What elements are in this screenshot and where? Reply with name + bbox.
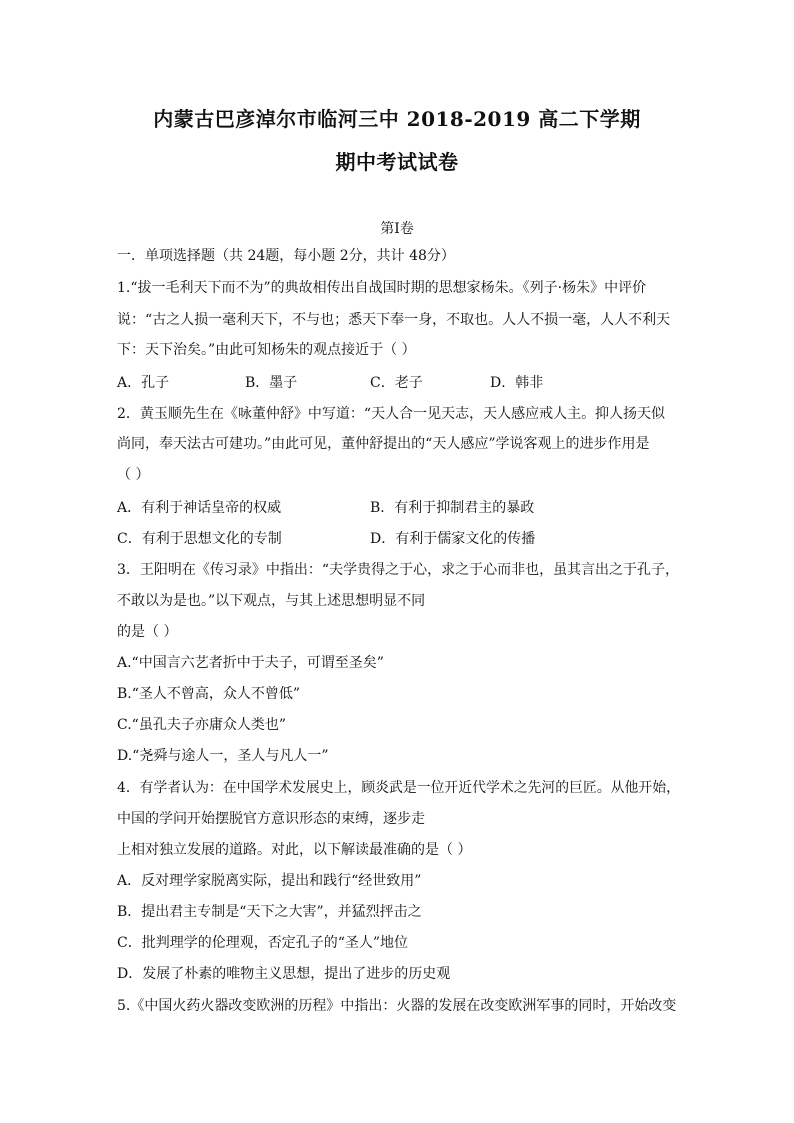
exam-title-line1: 内蒙古巴彦淖尔市临河三中 2018-2019 高二下学期 bbox=[153, 107, 641, 131]
question-1-options bbox=[117, 372, 687, 392]
question-3-option-b: B.“圣人不曾高，众人不曾低” bbox=[117, 686, 301, 702]
question-3-option-c: C.“虽孔夫子亦庸众人类也” bbox=[117, 717, 286, 733]
question-2-option-b: B．有利于抑制君主的暴政 bbox=[370, 500, 535, 516]
question-4-option-c: C．批判理学的伦理观，否定孔子的“圣人”地位 bbox=[117, 935, 409, 951]
question-3-line-3: 的是（ ） bbox=[117, 624, 178, 640]
question-2-option-c: C．有利于思想文化的专制 bbox=[117, 531, 282, 547]
question-5-line-1: 5.《中国火药火器改变欧洲的历程》中指出：火器的发展在改变欧洲军事的同时，开始改变 bbox=[117, 998, 677, 1014]
question-4-option-a: A．反对理学家脱离实际，提出和践行“经世致用” bbox=[117, 873, 422, 889]
question-3-option-d: D.“尧舜与途人一，圣人与凡人一” bbox=[117, 748, 329, 764]
question-2-line-2: 尚同，奉天法古可建功。”由此可见，董仲舒提出的“天人感应”学说客观上的进步作用是 bbox=[117, 436, 650, 452]
instructions: 一．单项选择题（共 24题，每小题 2分，共计 48分） bbox=[117, 248, 455, 264]
exam-title-line2: 期中考试试卷 bbox=[335, 150, 459, 174]
question-4-line-2: 中国的学问开始摆脱官方意识形态的束缚，逐步走 bbox=[117, 811, 425, 827]
question-2-options-row-2 bbox=[117, 528, 687, 548]
question-4-line-1: 4．有学者认为：在中国学术发展史上，顾炎武是一位开近代学术之先河的巨匠。从他开始， bbox=[117, 780, 680, 796]
question-1-option-c: C．老子 bbox=[370, 375, 423, 391]
question-4-line-3: 上相对独立发展的道路。对此，以下解读最准确的是（ ） bbox=[117, 842, 472, 858]
question-1-option-d: D．韩非 bbox=[490, 375, 544, 391]
question-1-option-b: B．墨子 bbox=[245, 375, 298, 391]
question-2-line-1: 2．黄玉顺先生在《咏董仲舒》中写道：“天人合一见天志，天人感应戒人主。抑人扬天似 bbox=[117, 406, 666, 422]
question-2-line-3: （ ） bbox=[117, 467, 150, 483]
question-2-option-a: A．有利于神话皇帝的权威 bbox=[117, 500, 282, 516]
question-1-line-1: 1.“拔一毛利天下而不为”的典故相传出自战国时期的思想家杨朱。《列子·杨朱》中评价 bbox=[117, 280, 647, 296]
section-heading: 第Ⅰ卷 bbox=[380, 221, 414, 237]
question-4-option-d: D．发展了朴素的唯物主义思想，提出了进步的历史观 bbox=[117, 966, 451, 982]
question-1-line-3: 下：天下治矣。”由此可知杨朱的观点接近于（ ） bbox=[117, 342, 416, 358]
question-4-option-b: B．提出君主专制是“天下之大害”，并猛烈抨击之 bbox=[117, 904, 422, 920]
question-3-line-1: 3．王阳明在《传习录》中指出：“夫学贵得之于心，求之于心而非也，虽其言出之于孔子， bbox=[117, 562, 680, 578]
question-1-line-2: 说：“古之人损一毫利天下，不与也；悉天下奉一身，不取也。人人不损一毫，人人不利天 bbox=[117, 312, 671, 328]
question-1-option-a: A．孔子 bbox=[117, 375, 170, 391]
question-3-line-2: 不敢以为是也。”以下观点，与其上述思想明显不同 bbox=[117, 593, 426, 609]
question-2-option-d: D．有利于儒家文化的传播 bbox=[370, 531, 536, 547]
question-2-options-row-1 bbox=[117, 497, 687, 517]
question-3-option-a: A.“中国言六艺者折中于夫子，可谓至圣矣” bbox=[117, 655, 384, 671]
